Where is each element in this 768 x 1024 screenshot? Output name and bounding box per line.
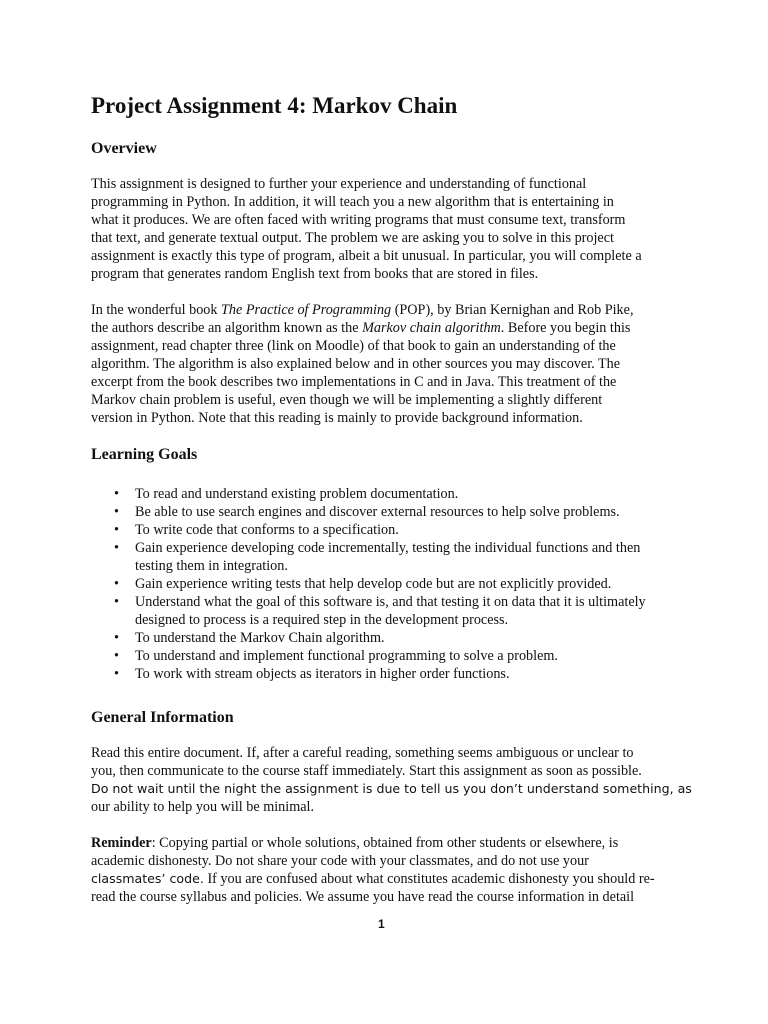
list-item: [91, 485, 691, 503]
text-line: This assignment is designed to further your experience and understanding of functional: [91, 176, 587, 192]
list-item-text: designed to process is a required step in the development process.: [135, 612, 509, 628]
overview-paragraph-1: [91, 175, 691, 283]
learning-goals-list: [91, 485, 691, 683]
overview-paragraph-2: [91, 301, 691, 427]
text-fragment: If you are confused about what constitutes academic dishonesty you should re-: [203, 871, 655, 887]
overview-heading: Overview: [91, 140, 157, 157]
bullet-icon: •: [114, 666, 119, 682]
list-item-text: testing them in integration.: [135, 558, 288, 574]
text-line: [91, 319, 691, 337]
book-title: The Practice of Programming: [221, 302, 392, 318]
text-line: that text, and generate textual output. The problem we are asking you to solve in this project: [91, 230, 614, 246]
text-line: assignment is exactly this type of program, albeit a bit unusual. In particular, you will complete a: [91, 248, 642, 264]
list-item: [91, 629, 691, 647]
reminder-label: Reminder: [91, 835, 152, 851]
algorithm-name: Markov chain algorithm: [362, 320, 501, 336]
bullet-icon: •: [114, 504, 119, 520]
text-fragment: the authors describe an algorithm known as the: [91, 320, 363, 336]
list-item-text: Gain experience developing code incrementally, testing the individual functions and then: [135, 540, 641, 556]
reminder-paragraph: [91, 834, 691, 906]
text-fragment: In the wonderful book: [91, 302, 222, 318]
list-item: [91, 647, 691, 665]
list-item-text: Gain experience writing tests that help develop code but are not explicitly provided.: [135, 576, 612, 592]
list-item-text: To write code that conforms to a specification.: [135, 522, 399, 538]
text-line: excerpt from the book describes two implementations in C and in Java. This treatment of the: [91, 374, 617, 390]
text-line: Markov chain problem is useful, even though we will be implementing a slightly different: [91, 392, 603, 408]
text-line: you, then communicate to the course staff immediately. Start this assignment as soon as possible.: [91, 763, 642, 779]
page-number: 1: [378, 917, 385, 931]
text-fragment: (POP), by Brian Kernighan and Rob Pike,: [391, 302, 634, 318]
text-line: our ability to help you will be minimal.: [91, 799, 315, 815]
list-item: [91, 521, 691, 539]
list-item-text: To understand the Markov Chain algorithm.: [135, 630, 385, 646]
general-information-paragraph: [91, 744, 691, 816]
list-item: [91, 539, 691, 575]
list-item: [91, 593, 691, 629]
text-line: Do not wait until the night the assignment is due to tell us you don’t understand something, as: [91, 781, 692, 796]
text-line: program that generates random English text from books that are stored in files.: [91, 266, 539, 282]
bullet-icon: •: [114, 522, 119, 538]
text-line: [91, 870, 691, 888]
bullet-icon: •: [114, 630, 119, 646]
text-line: algorithm. The algorithm is also explained below and in other sources you may discover. The: [91, 356, 621, 372]
text-fragment: : Copying partial or whole solutions, obtained from other students or elsewhere, is: [151, 835, 619, 851]
bullet-icon: •: [114, 648, 119, 664]
text-line: [91, 834, 691, 852]
general-information-heading: General Information: [91, 709, 234, 726]
text-line: what it produces. We are often faced with writing programs that must consume text, transform: [91, 212, 626, 228]
list-item-text: To read and understand existing problem documentation.: [135, 486, 459, 502]
list-item-text: Be able to use search engines and discover external resources to help solve problems.: [135, 504, 620, 520]
list-item: [91, 575, 691, 593]
list-item: [91, 503, 691, 521]
list-item-text: To understand and implement functional programming to solve a problem.: [135, 648, 558, 664]
list-item: [91, 665, 691, 683]
bullet-icon: •: [114, 576, 119, 592]
text-line: read the course syllabus and policies. We assume you have read the course information in detail: [91, 889, 635, 905]
page-title: Project Assignment 4: Markov Chain: [91, 93, 458, 118]
bullet-icon: •: [114, 486, 119, 502]
text-line: version in Python. Note that this reading is mainly to provide background information.: [91, 410, 583, 426]
list-item-text: To work with stream objects as iterators in higher order functions.: [135, 666, 510, 682]
text-line: Read this entire document. If, after a careful reading, something seems ambiguous or unclear to: [91, 745, 634, 761]
text-fragment: . Before you begin this: [500, 320, 631, 336]
bullet-icon: •: [114, 540, 119, 556]
learning-goals-heading: Learning Goals: [91, 446, 198, 463]
text-line: programming in Python. In addition, it will teach you a new algorithm that is entertaining in: [91, 194, 614, 210]
text-line: [91, 301, 691, 319]
text-fragment: classmates’ code.: [91, 871, 204, 886]
list-item-text: Understand what the goal of this software is, and that testing it on data that it is ultimately: [135, 594, 646, 610]
text-line: assignment, read chapter three (link on Moodle) of that book to gain an understanding of the: [91, 338, 616, 354]
bullet-icon: •: [114, 594, 119, 610]
text-line: academic dishonesty. Do not share your code with your classmates, and do not use your: [91, 853, 589, 869]
